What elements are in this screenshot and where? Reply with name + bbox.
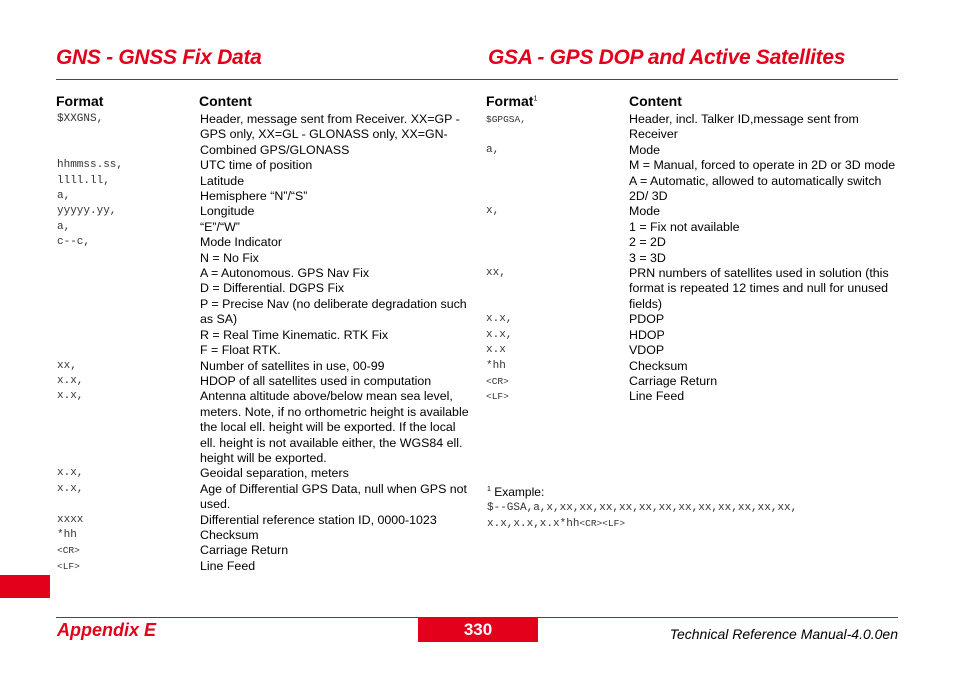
content-description — [629, 112, 899, 143]
description-line: Line Feed — [629, 389, 685, 404]
content-description — [629, 359, 899, 374]
format-code: <LF> — [57, 560, 80, 572]
format-code: a, — [486, 143, 500, 156]
description-line: Carriage Return — [629, 373, 718, 388]
gsa-title: GSA - GPS DOP and Active Satellites — [488, 46, 846, 69]
table-row — [57, 189, 472, 204]
format-code: x.x, — [57, 467, 84, 480]
description-line: Latitude — [200, 173, 245, 188]
table-row — [57, 174, 472, 189]
description-line: Mode — [629, 204, 660, 219]
description-line: Checksum — [200, 527, 259, 542]
description-line: 3 = 3D — [629, 250, 666, 265]
content-description — [629, 328, 899, 343]
description-line: Longitude — [200, 204, 255, 219]
content-description — [200, 559, 472, 574]
description-line: Antenna altitude above/below mean sea level, meters. Note, if no orthometric height is available the local ell. height will be exported. If the local ell. height is not available either, the WGS84 ell. height will be exported. — [200, 389, 469, 465]
table-row — [57, 158, 472, 173]
gns-table — [57, 112, 472, 574]
format-code: <CR> — [57, 545, 80, 557]
format-code: x, — [486, 205, 500, 218]
content-description — [200, 189, 472, 204]
table-row — [57, 359, 472, 374]
description-line: Carriage Return — [200, 543, 289, 558]
format-code: yyyyy.yy, — [57, 205, 117, 218]
format-code: a, — [57, 220, 71, 233]
table-row — [57, 513, 472, 528]
format-code: llll.ll, — [57, 174, 110, 187]
header-rule — [56, 79, 898, 80]
table-row — [57, 543, 472, 558]
description-line: Checksum — [629, 358, 688, 373]
description-line: “E”/“W” — [200, 219, 240, 234]
description-line: Header, incl. Talker ID,message sent from Receiver — [629, 112, 859, 142]
table-row — [57, 112, 472, 158]
table-row — [486, 359, 899, 374]
description-line: 1 = Fix not available — [629, 219, 740, 234]
format-code: <CR> — [486, 375, 509, 387]
content-description — [200, 389, 472, 466]
content-description — [200, 359, 472, 374]
table-row — [57, 528, 472, 543]
gns-format-header: Format — [56, 93, 104, 109]
content-description — [629, 266, 899, 312]
description-line: HDOP of all satellites used in computation — [200, 373, 432, 388]
format-code: x.x, — [57, 482, 84, 495]
description-line: N = No Fix — [200, 250, 259, 265]
page-number: 330 — [418, 618, 538, 642]
example-line-1: $--GSA,a,x,xx,xx,xx,xx,xx,xx,xx,xx,xx,xx,xx,xx, — [487, 502, 798, 514]
description-line: VDOP — [629, 343, 665, 358]
description-line: Geoidal separation, meters — [200, 466, 349, 481]
table-row — [486, 343, 899, 358]
example-footnote: $^1$ Example: — [487, 485, 545, 499]
description-line: P = Precise Nav (no deliberate degradation such as SA) — [200, 296, 467, 327]
content-description — [629, 389, 899, 404]
table-row — [486, 204, 899, 266]
table-row — [486, 328, 899, 343]
description-line: A = Automatic, allowed to automatically switch 2D/ 3D — [629, 173, 882, 204]
description-line: Header, message sent from Receiver. XX=GP - GPS only, XX=GL - GLONASS only, XX=GN- Combined GPS/GLONASS — [200, 112, 460, 157]
content-description — [629, 312, 899, 327]
content-description — [200, 482, 472, 513]
format-code: hhmmss.ss, — [57, 159, 124, 172]
table-row — [486, 389, 899, 404]
description-line: A = Autonomous. GPS Nav Fix — [200, 266, 370, 281]
content-description — [200, 543, 472, 558]
description-line: PRN numbers of satellites used in solution (this format is repeated 12 times and null for unused fields) — [629, 266, 889, 311]
description-line: Hemisphere “N”/“S” — [200, 189, 308, 204]
appendix-label: Appendix E — [57, 620, 157, 640]
format-code: x.x, — [57, 390, 84, 403]
format-code: *hh — [486, 359, 506, 372]
format-code: $XXGNS, — [57, 113, 104, 125]
content-description — [200, 220, 472, 235]
table-row — [486, 112, 899, 143]
format-code: a, — [57, 190, 71, 203]
description-line: Age of Differential GPS Data, null when GPS not used. — [200, 481, 468, 512]
description-line: Number of satellites in use, 00-99 — [200, 358, 385, 373]
format-code: x.x, — [486, 313, 513, 326]
description-line: 2 = 2D — [629, 235, 666, 250]
table-row — [486, 266, 899, 312]
gns-content-header: Content — [199, 93, 252, 109]
content-description — [200, 466, 472, 481]
format-code: xx, — [57, 359, 77, 372]
table-row — [486, 374, 899, 389]
content-description — [200, 158, 472, 173]
format-code: *hh — [57, 528, 77, 541]
gns-title: GNS - GNSS Fix Data — [56, 46, 262, 69]
description-line: R = Real Time Kinematic. RTK Fix — [200, 327, 389, 342]
description-line: Mode — [629, 142, 660, 157]
description-line: Line Feed — [200, 558, 256, 573]
content-description — [200, 528, 472, 543]
description-line: F = Float RTK. — [200, 343, 281, 358]
content-description — [629, 204, 899, 266]
format-code: c--c, — [57, 236, 91, 249]
content-description — [200, 112, 472, 158]
description-line: UTC time of position — [200, 158, 313, 173]
description-line: M = Manual, forced to operate in 2D or 3D mode — [629, 158, 896, 173]
format-code: $GPGSA, — [486, 114, 526, 125]
content-description — [200, 374, 472, 389]
gsa-content-header: Content — [629, 93, 682, 109]
table-row — [57, 220, 472, 235]
table-row — [57, 389, 472, 466]
format-code: xxxx — [57, 513, 84, 526]
content-description — [200, 174, 472, 189]
example-sentence — [487, 500, 797, 532]
table-row — [486, 312, 899, 327]
content-description — [200, 513, 472, 528]
format-code: <LF> — [486, 391, 509, 403]
gsa-table — [486, 112, 899, 405]
description-line: D = Differential. DGPS Fix — [200, 281, 345, 296]
table-row — [57, 204, 472, 219]
table-row — [57, 482, 472, 513]
content-description — [200, 235, 472, 358]
format-code: xx, — [486, 267, 506, 280]
table-row — [486, 143, 899, 205]
example-line-2: x.x,x.x,x.x*hh<CR><LF> — [487, 518, 626, 530]
description-line: PDOP — [629, 312, 665, 327]
format-code: x.x, — [57, 374, 84, 387]
table-row — [57, 374, 472, 389]
table-row — [57, 235, 472, 358]
content-description — [200, 204, 472, 219]
description-line: HDOP — [629, 327, 665, 342]
content-description — [629, 374, 899, 389]
description-line: Mode Indicator — [200, 235, 282, 250]
content-description — [629, 343, 899, 358]
description-line: Differential reference station ID, 0000-1023 — [200, 512, 437, 527]
manual-title: Technical Reference Manual-4.0.0en — [669, 626, 898, 642]
gsa-format-header: Format$^1$ — [486, 93, 538, 109]
format-code: x.x — [486, 344, 506, 357]
table-row — [57, 466, 472, 481]
content-description — [629, 143, 899, 205]
side-tab-marker — [0, 575, 50, 598]
table-row — [57, 559, 472, 574]
format-code: x.x, — [486, 328, 513, 341]
